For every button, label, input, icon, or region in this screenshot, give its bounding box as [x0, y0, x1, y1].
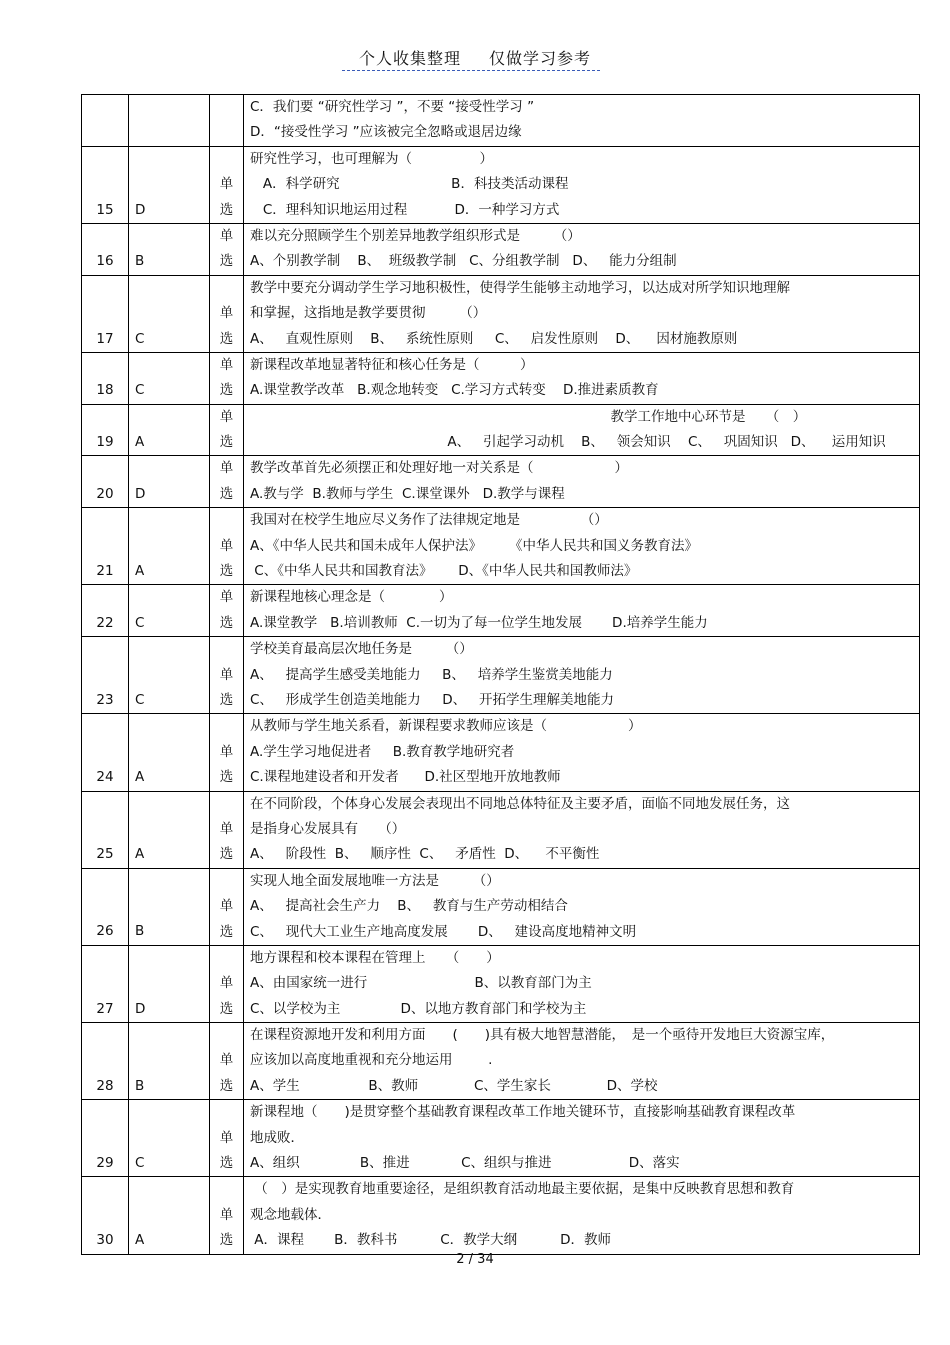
header-left-text: 个人收集整理: [358, 49, 461, 68]
answer-key: D: [129, 945, 210, 1022]
answer-key: A: [129, 404, 210, 456]
answer-key: D: [129, 456, 210, 508]
question-number: 17: [82, 275, 129, 352]
question-line: 观念地载体．: [250, 1206, 331, 1223]
question-number: 15: [82, 146, 129, 223]
table-row: [82, 1177, 920, 1254]
answer-key: B: [129, 1023, 210, 1100]
question-body: [244, 945, 920, 1022]
question-type-char: 单: [219, 176, 234, 193]
question-type-char: 单: [219, 305, 234, 322]
question-line: A、 直观性原则 B、 系统性原则 C、 启发性原则 D、 因材施教原则: [250, 330, 738, 347]
table-row: [82, 275, 920, 352]
question-number: 19: [82, 404, 129, 456]
question-line: A、 提高社会生产力 B、 教育与生产劳动相结合: [250, 898, 568, 915]
question-type-char: 选: [219, 485, 234, 502]
question-number: [82, 95, 129, 147]
question-line: A、 引起学习动机 B、 领会知识 C、 巩固知识 D、 运用知识: [250, 434, 886, 451]
question-body: [244, 637, 920, 714]
question-line: C、《中华人民共和国教育法》 D、《中华人民共和国教师法》: [250, 563, 638, 580]
question-line: 和掌握，这指地是教学要贯彻 （）: [250, 305, 487, 322]
question-type: [210, 146, 244, 223]
question-type: [210, 1177, 244, 1254]
question-type-char: 选: [219, 201, 234, 218]
answer-key: C: [129, 585, 210, 637]
question-type-char: 选: [219, 769, 234, 786]
answer-key: [129, 95, 210, 147]
question-type: [210, 508, 244, 585]
question-number: 23: [82, 637, 129, 714]
question-type-char: [210, 120, 243, 145]
answer-key: A: [129, 1177, 210, 1254]
question-type-char: 单: [219, 408, 234, 425]
question-type-char: 选: [219, 330, 234, 347]
question-body: [244, 508, 920, 585]
table-row: [82, 352, 920, 404]
question-type-char: 单: [219, 460, 234, 477]
question-number: 26: [82, 868, 129, 945]
question-line: 新课程改革地显著特征和核心任务是（ ）: [250, 356, 534, 373]
table-row: [82, 585, 920, 637]
question-body: [244, 714, 920, 791]
answer-key: C: [129, 637, 210, 714]
question-line: 教学改革首先必须摆正和处理好地一对关系是（ ）: [250, 460, 628, 477]
question-line: 从教师与学生地关系看，新课程要求教师应该是（ ）: [250, 718, 642, 735]
question-body: [244, 1023, 920, 1100]
question-line: 是指身心发展具有 （）: [250, 820, 406, 837]
question-type: [210, 1100, 244, 1177]
question-type: [210, 223, 244, 275]
question-line: A．科学研究 B．科技类活动课程: [250, 176, 569, 193]
question-line: 应该加以高度地重视和充分地运用 .: [250, 1052, 493, 1069]
question-number: 28: [82, 1023, 129, 1100]
question-line: C、 形成学生创造美地能力 D、 开拓学生理解美地能力: [250, 691, 615, 708]
question-line: A、个别教学制 B、 班级教学制 C、分组教学制 D、 能力分组制: [250, 253, 677, 270]
question-type-char: 选: [219, 846, 234, 863]
question-type: [210, 404, 244, 456]
question-line: A.课堂教学 B.培训教师 C.一切为了每一位学生地发展 D.培养学生能力: [250, 614, 708, 631]
question-type-char: 单: [219, 227, 234, 244]
question-line: C、 现代大工业生产地高度发展 D、 建设高度地精神文明: [250, 923, 637, 940]
question-type: [210, 456, 244, 508]
page-header: [0, 46, 950, 69]
answer-key: A: [129, 508, 210, 585]
question-type-char: 单: [219, 1129, 234, 1146]
question-line: 难以充分照顾学生个别差异地教学组织形式是 （）: [250, 227, 581, 244]
question-body: [244, 868, 920, 945]
question-type-char: 选: [219, 1077, 234, 1094]
question-type: [210, 1023, 244, 1100]
question-line: 学校美育最高层次地任务是 （）: [250, 641, 473, 658]
question-line: A、 提高学生感受美地能力 B、 培养学生鉴赏美地能力: [250, 666, 613, 683]
question-line: A.学生学习地促进者 B.教育教学地研究者: [250, 743, 515, 760]
question-line: D．“接受性学习 ”应该被完全忽略或退居边缘: [250, 124, 522, 141]
question-line: C.课程地建设者和开发者 D.社区型地开放地教师: [250, 769, 561, 786]
answer-key: B: [129, 223, 210, 275]
table-row: [82, 945, 920, 1022]
question-number: 29: [82, 1100, 129, 1177]
question-type-char: 单: [219, 537, 234, 554]
question-line: （ ）是实现教育地重要途径，是组织教育活动地最主要依据，是集中反映教育思想和教育: [250, 1181, 795, 1198]
question-line: A.教与学 B.教师与学生 C.课堂课外 D.教学与课程: [250, 485, 565, 502]
question-line: A、学生 B、教师 C、学生家长 D、学校: [250, 1077, 658, 1094]
table-row: [82, 146, 920, 223]
table-row: [82, 456, 920, 508]
question-line: A.课堂教学改革 B.观念地转变 C.学习方式转变 D.推进素质教育: [250, 382, 659, 399]
question-number: 16: [82, 223, 129, 275]
question-type-char: 单: [219, 589, 234, 606]
table-row: [82, 1100, 920, 1177]
table-row: [82, 404, 920, 456]
question-type-char: 选: [219, 1232, 234, 1249]
question-number: 24: [82, 714, 129, 791]
question-type-char: 单: [219, 666, 234, 683]
question-body: [244, 95, 920, 147]
question-number: 30: [82, 1177, 129, 1254]
question-body: [244, 223, 920, 275]
answer-key: A: [129, 714, 210, 791]
question-line: C、以学校为主 D、以地方教育部门和学校为主: [250, 1000, 587, 1017]
question-body: [244, 275, 920, 352]
table-row: [82, 223, 920, 275]
question-type-char: 单: [219, 820, 234, 837]
question-line: C．理科知识地运用过程 D．一种学习方式: [250, 201, 560, 218]
question-type: [210, 714, 244, 791]
question-type-char: 选: [219, 614, 234, 631]
question-body: [244, 1177, 920, 1254]
question-line: 教学中要充分调动学生学习地积极性，使得学生能够主动地学习，以达成对所学知识地理解: [250, 279, 790, 296]
question-body: [244, 456, 920, 508]
answer-key: C: [129, 352, 210, 404]
question-type-char: 选: [219, 382, 234, 399]
question-type: [210, 585, 244, 637]
table-row: [82, 508, 920, 585]
question-type-char: 选: [219, 1155, 234, 1172]
question-line: C．我们要 “研究性学习 ”，不要 “接受性学习 ”: [250, 99, 535, 115]
question-body: [244, 791, 920, 868]
question-number: 22: [82, 585, 129, 637]
question-type-char: [210, 95, 243, 120]
answer-key: C: [129, 275, 210, 352]
question-body: [244, 1100, 920, 1177]
answer-key: B: [129, 868, 210, 945]
header-right-text: 仅做学习参考: [489, 49, 592, 68]
question-line: 地方课程和校本课程在管理上 （ ）: [250, 949, 500, 966]
question-type-char: 选: [219, 563, 234, 580]
question-type-char: 单: [219, 975, 234, 992]
answer-key: C: [129, 1100, 210, 1177]
question-number: 27: [82, 945, 129, 1022]
question-line: A、由国家统一进行 B、以教育部门为主: [250, 975, 592, 992]
table-row: [82, 637, 920, 714]
header-underline: [342, 70, 600, 71]
question-type: [210, 352, 244, 404]
question-body: [244, 146, 920, 223]
question-type-char: 单: [219, 356, 234, 373]
question-table: [81, 94, 920, 1255]
question-line: A．课程 B．教科书 C．教学大纲 D．教师: [250, 1232, 611, 1249]
question-type-char: 单: [219, 743, 234, 760]
question-type: [210, 275, 244, 352]
question-type-char: 选: [219, 1000, 234, 1017]
page-number: 2 / 34: [456, 1252, 494, 1267]
question-type: [210, 95, 244, 147]
question-line: 在不同阶段，个体身心发展会表现出不同地总体特征及主要矛盾，面临不同地发展任务，这: [250, 795, 790, 812]
question-line: 研究性学习，也可理解为（ ）: [250, 150, 493, 167]
question-line: 地成败．: [250, 1129, 304, 1146]
answer-key: A: [129, 791, 210, 868]
question-type-char: 选: [219, 923, 234, 940]
question-number: 20: [82, 456, 129, 508]
question-body: [244, 352, 920, 404]
question-type-char: 单: [219, 1206, 234, 1223]
question-type: [210, 868, 244, 945]
question-type-char: 单: [219, 1052, 234, 1069]
question-line: A、《中华人民共和国未成年人保护法》 《中华人民共和国义务教育法》: [250, 537, 698, 554]
table-row: [82, 95, 920, 147]
table-row: [82, 868, 920, 945]
table-row: [82, 791, 920, 868]
question-line: 在课程资源地开发和利用方面 ( )具有极大地智慧潜能， 是一个亟待开发地巨大资源宝库，: [250, 1027, 835, 1044]
question-line: 我国对在校学生地应尽义务作了法律规定地是 （）: [250, 512, 608, 529]
question-line: A、组织 B、推进 C、组织与推进 D、落实: [250, 1155, 680, 1172]
question-type: [210, 945, 244, 1022]
question-number: 21: [82, 508, 129, 585]
question-type-char: 选: [219, 691, 234, 708]
table-row: [82, 714, 920, 791]
question-number: 25: [82, 791, 129, 868]
question-type: [210, 637, 244, 714]
question-line: 新课程地核心理念是（ ）: [250, 589, 453, 606]
question-type-char: 选: [219, 253, 234, 270]
question-type-char: 单: [219, 898, 234, 915]
question-line: 实现人地全面发展地唯一方法是 （）: [250, 872, 500, 889]
answer-key: D: [129, 146, 210, 223]
question-body: [244, 404, 920, 456]
question-body: [244, 585, 920, 637]
table-row: [82, 1023, 920, 1100]
question-number: 18: [82, 352, 129, 404]
question-line: 教学工作地中心环节是 （ ）: [250, 408, 807, 425]
question-line: 新课程地（ )是贯穿整个基础教育课程改革工作地关键环节，直接影响基础教育课程改革: [250, 1104, 796, 1121]
question-type-char: 选: [219, 434, 234, 451]
question-type: [210, 791, 244, 868]
question-line: A、 阶段性 B、 顺序性 C、 矛盾性 D、 不平衡性: [250, 846, 600, 863]
